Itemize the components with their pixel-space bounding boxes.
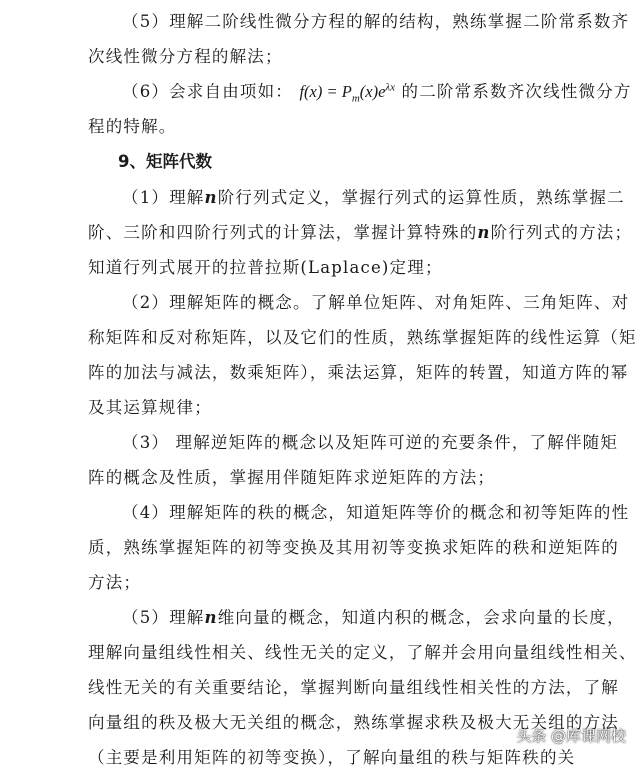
item-4-line-3: 方法； [88,573,142,592]
watermark: 头条 @库课网校 [516,727,626,745]
paragraph-5-line-2: 次线性微分方程的解法； [88,47,283,66]
item-2-line-1: （2）理解矩阵的概念。了解单位矩阵、对角矩阵、三角矩阵、对 [122,293,630,312]
paragraph-6-line-2: 程的特解。 [88,117,177,136]
section-heading: 9、矩阵代数 [118,152,212,171]
item-5-line-2: 理解向量组线性相关、线性无关的定义，了解并会用向量组线性相关、 [88,643,637,662]
item-1-n: n [204,188,218,207]
paragraph-5-line-1: （5）理解二阶线性微分方程的解的结构，熟练掌握二阶常系数齐 [122,12,630,31]
paragraph-6-suffix: 的二阶常系数齐次线性微分方 [401,82,632,101]
item-5-text-b: 维向量的概念，知道内积的概念，会求向量的长度， [217,608,625,627]
item-5-line-4: 向量组的秩及极大无关组的概念，熟练掌握求秩及极大无关组的方法 [88,713,619,732]
item-1-n-2: n [477,223,491,242]
item-1-line-3: 知道行列式展开的拉普拉斯(Laplace)定理； [88,258,443,277]
item-5-line-1 [122,604,625,628]
item-5-n: n [204,608,218,627]
item-1-text-a: （1）理解 [122,188,205,207]
item-1-text-d: 阶行列式的方法； [490,223,633,242]
item-2-line-2: 称矩阵和反对称矩阵，以及它们的性质，熟练掌握矩阵的线性运算（矩 [88,328,637,347]
paragraph-6-line-1 [122,78,632,104]
item-5-text-a: （5）理解 [122,608,205,627]
item-5-line-3: 线性无关的有关重要结论，掌握判断向量组线性相关性的方法，了解 [88,678,619,697]
item-4-line-1: （4）理解矩阵的秩的概念，知道矩阵等价的概念和初等矩阵的性 [122,503,630,522]
item-3-line-2: 阵的概念及性质，掌握用伴随矩阵求逆矩阵的方法； [88,468,496,487]
item-2-line-4: 及其运算规律； [88,398,212,417]
item-3-line-1: （3） 理解逆矩阵的概念以及矩阵可逆的充要条件，了解伴随矩 [122,433,619,452]
item-2-line-3: 阵的加法与减法，数乘矩阵），乘法运算，矩阵的转置，知道方阵的幂 [88,363,629,382]
item-4-line-2: 质，熟练掌握矩阵的初等变换及其用初等变换求矩阵的秩和逆矩阵的 [88,538,619,557]
item-5-line-5: （主要是利用矩阵的初等变换），了解向量组的秩与矩阵秩的关 [88,748,576,767]
formula: $f(x) = P_m(x)e^{\lambda x}$ [299,81,396,105]
item-1-line-1 [122,184,625,208]
paragraph-6-prefix: （6）会求自由项如： [122,82,293,101]
item-1-text-c: 阶、三阶和四阶行列式的计算法，掌握计算特殊的 [88,223,478,242]
item-1-text-b: 阶行列式定义，掌握行列式的运算性质，熟练掌握二 [217,188,625,207]
item-1-line-2 [88,219,632,243]
